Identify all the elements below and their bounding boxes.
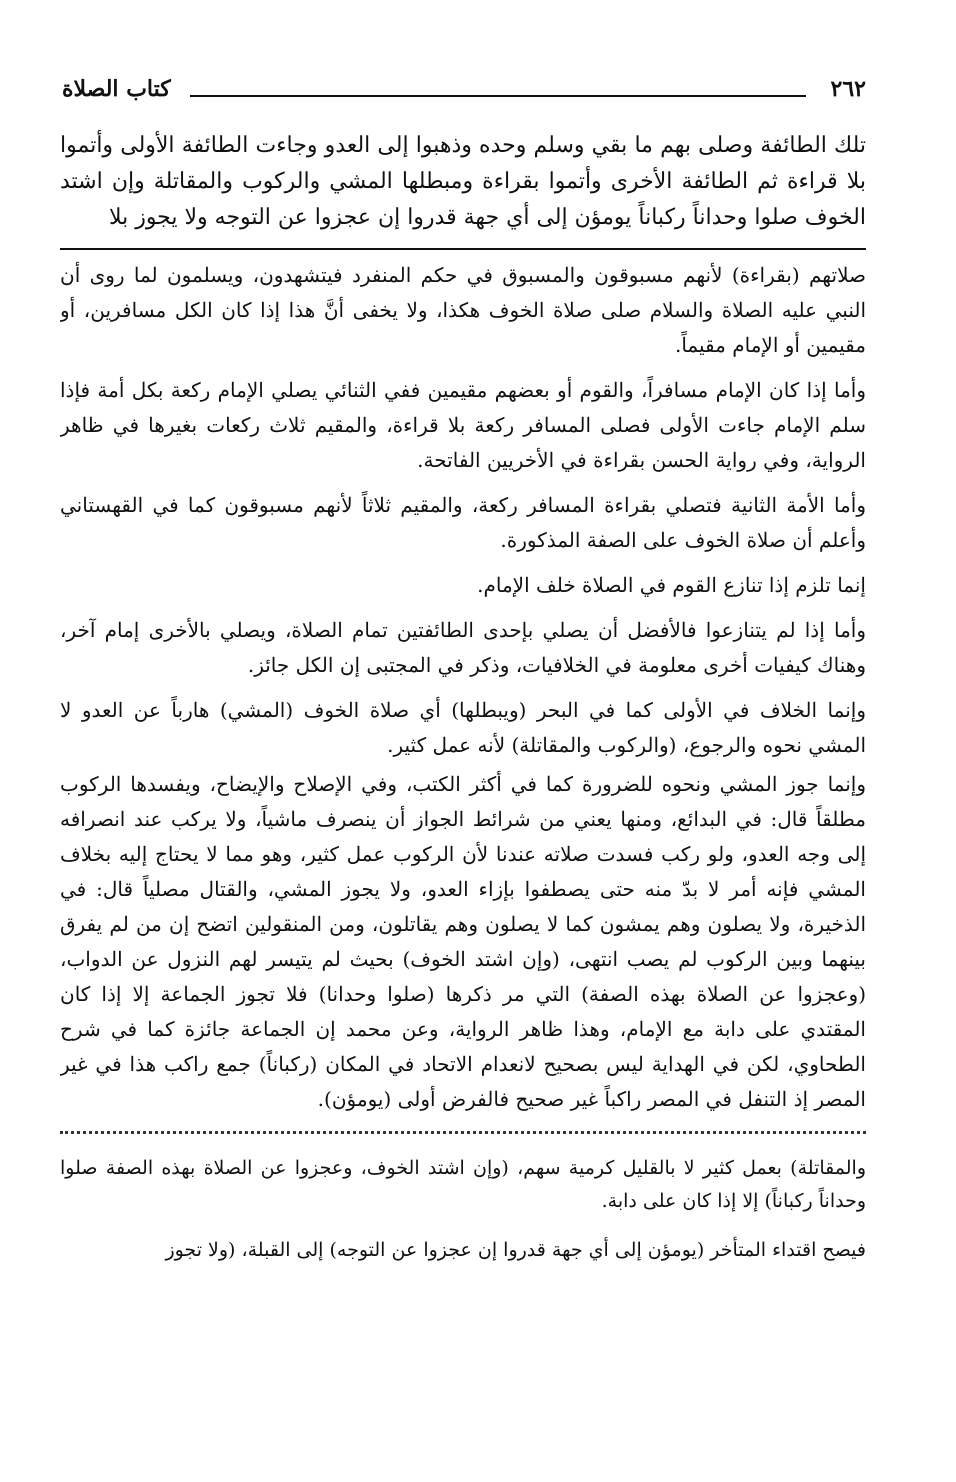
- commentary-paragraph: وأما الأمة الثانية فتصلي بقراءة المسافر ركعة، والمقيم ثلاثاً لأنهم مسبوقون كما في القهستاني وأعلم أن صلاة الخوف على الصفة المذكورة.: [60, 493, 866, 552]
- main-text-paragraph: تلك الطائفة وصلى بهم ما بقي وسلم وحده وذهبوا إلى العدو وجاءت الطائفة الأولى وأتموا بلا قراءة ثم الطائفة الأخرى وأتموا بقراءة ومبطلها المشي والركوب والمقاتلة وإن اشتد الخوف صلوا وحداناً ركباناً يومؤن إلى أي جهة قدروا إن عجزوا عن التوجه ولا يجوز بلا: [60, 133, 866, 230]
- book-title: كتاب الصلاة: [62, 76, 171, 102]
- commentary-paragraph: وأما إذا لم يتنازعوا فالأفضل أن يصلي بإحدى الطائفتين تمام الصلاة، ويصلي بالأخرى إمام آخر، وهناك كيفيات أخرى معلومة في الخلافيات، وذكر في المجتبى إن الكل جائز.: [60, 618, 866, 677]
- page-header: [60, 70, 866, 110]
- commentary: [60, 258, 866, 1117]
- commentary-paragraph: إنما تلزم إذا تنازع القوم في الصلاة خلف الإمام.: [477, 573, 866, 597]
- commentary-paragraph: وأما إذا كان الإمام مسافراً، والقوم أو بعضهم مقيمين ففي الثنائي يصلي الإمام ركعة بكل أمة فإذا سلم الإمام جاءت الأولى فصلى المسافر ركعة بلا قراءة، والمقيم ثلاث ركعات بغيرها في ظاهر الرواية، وفي رواية الحسن بقراءة في الأخريين الفاتحة.: [60, 378, 866, 472]
- footnote-paragraph: والمقاتلة) بعمل كثير لا بالقليل كرمية سهم، (وإن اشتد الخوف، وعجزوا عن الصلاة بهذه الصفة صلوا وحداناً ركباناً) إلا إذا كان على دابة.: [60, 1157, 866, 1212]
- book-page: [60, 70, 866, 1450]
- commentary-paragraph: صلاتهم (بقراءة) لأنهم مسبوقون والمسبوق في حكم المنفرد فيتشهدون، ويسلمون لما روى أن النبي عليه الصلاة والسلام صلى صلاة الخوف هكذا، ولا يخفى أنَّ هذا إذا كان الكل مسافرين، أو مقيمين أو الإمام مقيماً.: [60, 263, 866, 357]
- main-text: [60, 128, 866, 236]
- dotted-separator: [60, 1131, 866, 1134]
- footnote-paragraph: فيصح اقتداء المتأخر (يومؤن إلى أي جهة قدروا إن عجزوا عن التوجه) إلى القبلة، (ولا تجوز: [165, 1239, 866, 1261]
- footnotes: [60, 1152, 866, 1267]
- commentary-paragraph: وإنما جوز المشي ونحوه للضرورة كما في أكثر الكتب، وفي الإصلاح والإيضاح، ويفسدها الركوب مطلقاً قال: في البدائع، ومنها يعني من شرائط الجواز أن ينصرف ماشياً، ولا يركب عند انصرافه إلى وجه العدو، ولو ركب فسدت صلاته عندنا لأن الركوب عمل كثير، وهو مما لا يحتاج إليه بخلاف المشي فإنه أمر لا بدّ منه حتى يصطفوا بإزاء العدو، ولا يجوز المشي، والقتال مصلياً قال: في الذخيرة، ولا يصلون وهم يمشون كما لا يصلون وهم يقاتلون، ومن المنقولين اتضح إن من لم يفرق بينهما وبين الركوب لم يصب انتهى، (وإن اشتد الخوف) بحيث لم يتيسر لهم النزول عن الدواب، (وعجزوا عن الصلاة بهذه الصفة) التي مر ذكرها (صلوا وحدانا) فلا تجوز الجماعة إلا إذا كان المقتدي على دابة مع الإمام، وهذا ظاهر الرواية، وعن محمد إن الجماعة جائزة كما في شرح الطحاوي، لكن في الهداية ليس بصحيح لانعدام الاتحاد في المكان (ركباناً) جمع راكب هذا في غير المصر إذ التنفل في المصر راكباً غير صحيح فالفرض أولى (يومؤن).: [60, 772, 866, 1111]
- page-number: ٢٦٢: [830, 76, 866, 102]
- main-separator: [60, 248, 866, 250]
- header-rule: [190, 95, 806, 97]
- commentary-paragraph: وإنما الخلاف في الأولى كما في البحر (ويبطلها) أي صلاة الخوف (المشي) هارباً عن العدو لا المشي نحوه والرجوع، (والركوب والمقاتلة) لأنه عمل كثير.: [60, 698, 866, 757]
